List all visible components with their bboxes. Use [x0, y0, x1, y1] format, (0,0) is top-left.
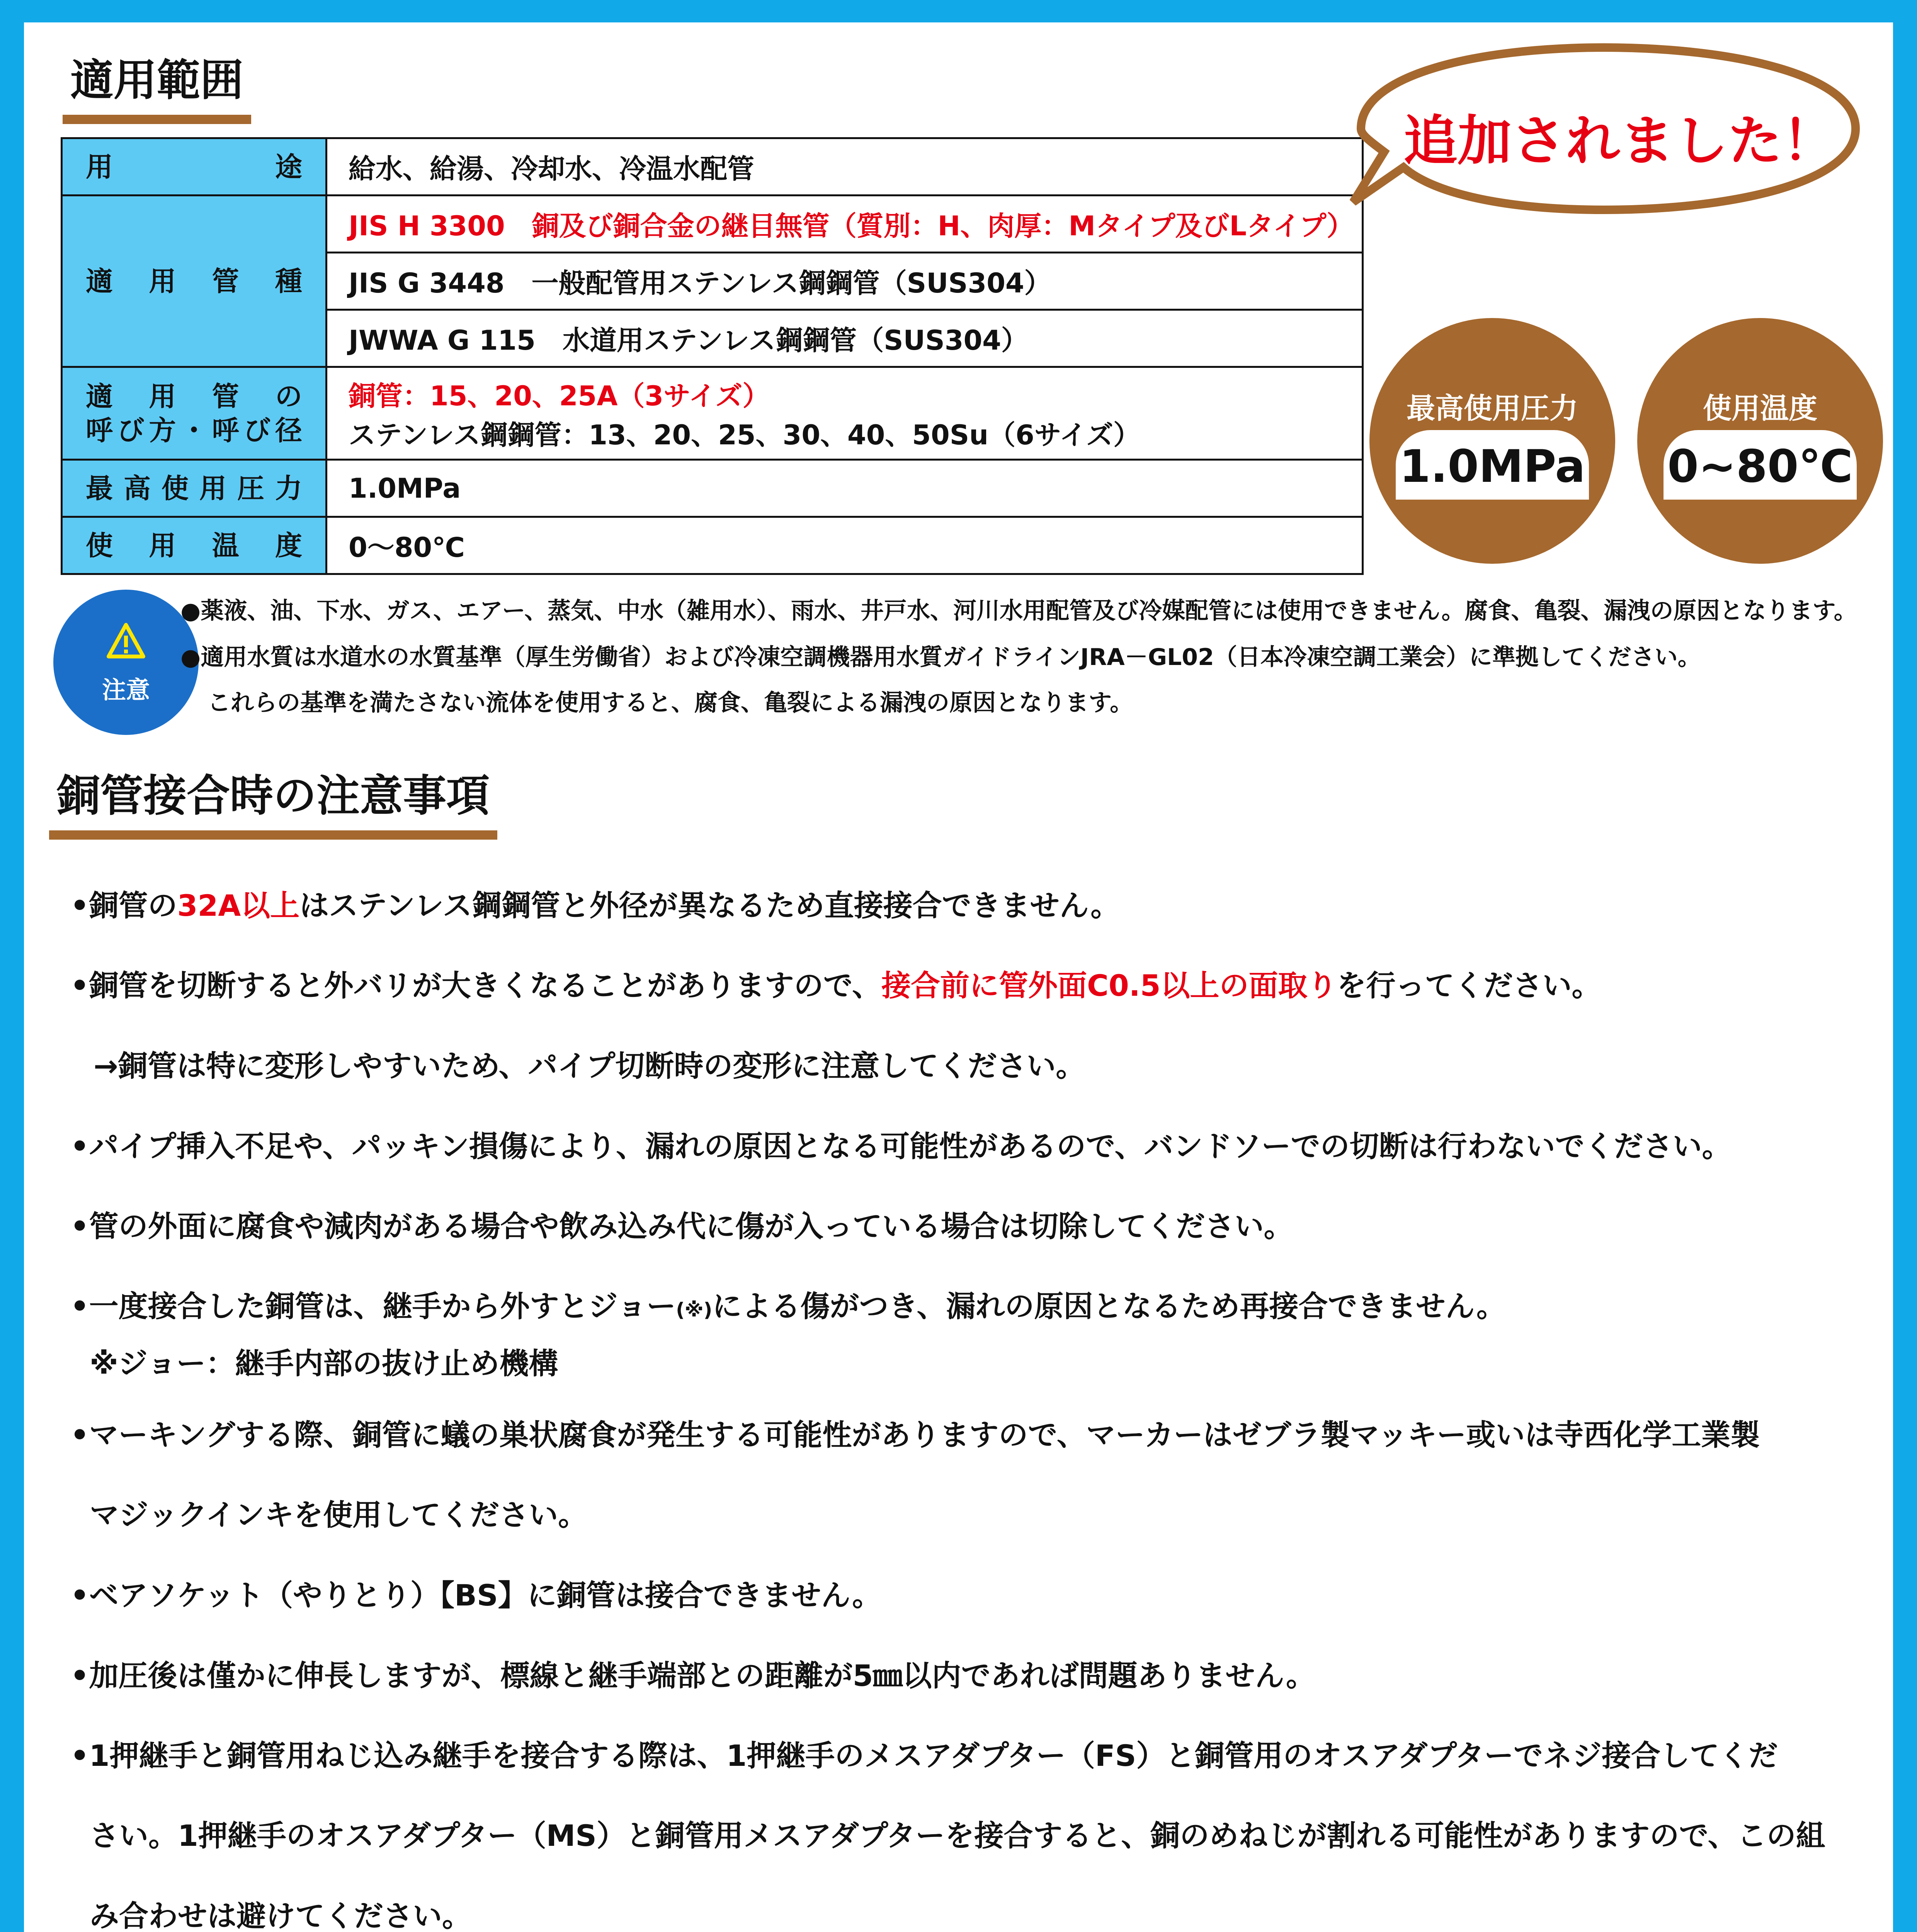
- spec-value-pipe-type-jwwa: JWWA G 115 水道用ステンレス鋼鋼管（SUS304）: [327, 310, 1363, 367]
- spec-value-pipe-type-copper: JIS H 3300 銅及び銅合金の継目無管（質別：H、肉厚：Mタイプ及びLタイプ）: [327, 196, 1363, 253]
- note-item-1: [70, 882, 1120, 924]
- note-item-1-b: 32A以上: [177, 888, 300, 923]
- spec-value-max-pressure: 1.0MPa: [327, 460, 1363, 517]
- spec-header-max-pressure: 最高使用圧力: [62, 460, 327, 517]
- content-panel: [24, 22, 1893, 1932]
- spec-header-nominal-size-line1: 適用管の: [86, 380, 302, 412]
- section-title-scope: 適用範囲: [63, 46, 251, 124]
- caution-line-2: ●適用水質は水道水の水質基準（厚生労働省）および冷凍空調機器用水質ガイドラインJRA－GL02（日本冷凍空調工業会）に準拠してください。: [180, 644, 1701, 671]
- spec-table: [61, 137, 1364, 575]
- badge-temperature: [1637, 318, 1883, 564]
- badge-max-pressure-value: 1.0MPa: [1396, 430, 1589, 500]
- badge-max-pressure-label: 最高使用圧力: [1407, 392, 1578, 425]
- note-item-6-footnote: ※ジョー：継手内部の抜け止め機構: [90, 1346, 558, 1381]
- note-item-3: →銅管は特に変形しやすいため、パイプ切断時の変形に注意してください。: [94, 1049, 1085, 1083]
- note-item-10-line2: さい。1押継手のオスアダプター（MS）と銅管用メスアダプターを接合すると、銅のめねじが割れる可能性がありますので、この組: [90, 1818, 1825, 1853]
- spec-value-pipe-type-sus: JIS G 3448 一般配管用ステンレス鋼鋼管（SUS304）: [327, 253, 1363, 310]
- spec-header-temperature: 使用温度: [62, 517, 327, 574]
- note-item-2-c: を行ってください。: [1337, 968, 1601, 1003]
- spec-value-temperature: 0～80℃: [327, 517, 1363, 574]
- note-item-2-b: 接合前に管外面C0.5以上の面取り: [881, 968, 1337, 1003]
- spec-header-usage: 用 途: [62, 138, 327, 196]
- spec-value-usage: 給水、給湯、冷却水、冷温水配管: [327, 138, 1363, 196]
- note-item-6-c: による傷がつき、漏れの原因となるため再接合できません。: [712, 1289, 1506, 1323]
- caution-line-3: これらの基準を満たさない流体を使用すると、腐食、亀裂による漏洩の原因となります。: [208, 689, 1133, 716]
- spec-header-nominal-size-line2: 呼び方・呼び径: [86, 414, 302, 446]
- note-item-8: •ベアソケット（やりとり）【BS】に銅管は接合できません。: [70, 1578, 882, 1612]
- note-item-4: •パイプ挿入不足や、パッキン損傷により、漏れの原因となる可能性があるので、バンドソーでの切断は行わないでください。: [70, 1129, 1732, 1163]
- note-item-2-a: •銅管を切断すると外バリが大きくなることがありますので、: [70, 968, 882, 1003]
- spec-value-size-copper: 銅管：15、20、25A（3サイズ）: [349, 380, 770, 412]
- note-item-9: •加圧後は僅かに伸長しますが、標線と継手端部との距離が5㎜以内であれば問題ありません。: [70, 1658, 1316, 1693]
- note-item-10-line3: み合わせは避けてください。: [90, 1899, 471, 1932]
- note-item-2: [70, 962, 1601, 1004]
- added-speech-bubble: [1345, 40, 1863, 218]
- note-item-1-c: はステンレス鋼鋼管と外径が異なるため直接接合できません。: [299, 888, 1120, 923]
- badge-temperature-value: 0~80℃: [1664, 430, 1857, 500]
- badge-temperature-label: 使用温度: [1703, 392, 1817, 425]
- spec-value-nominal-size: [327, 367, 1363, 460]
- note-item-7-line1: •マーキングする際、銅管に蟻の巣状腐食が発生する可能性がありますので、マーカーはゼブラ製マッキー或いは寺西化学工業製: [70, 1418, 1760, 1452]
- added-label: 追加されました！: [1403, 110, 1837, 173]
- note-item-1-a: •銅管の: [70, 888, 177, 923]
- note-item-7-line2: マジックインキを使用してください。: [90, 1498, 588, 1532]
- note-item-6: [70, 1283, 1506, 1325]
- warning-icon: [107, 622, 145, 659]
- note-item-5: •管の外面に腐食や減肉がある場合や飲み込み代に傷が入っている場合は切除してください。: [70, 1209, 1293, 1243]
- badge-max-pressure: [1369, 318, 1615, 564]
- note-item-6-b: (※): [676, 1299, 713, 1321]
- spec-header-nominal-size: [62, 367, 327, 460]
- spec-value-size-stainless: ステンレス鋼鋼管：13、20、25、30、40、50Su（6サイズ）: [349, 419, 1141, 451]
- note-item-6-a: •一度接合した銅管は、継手から外すとジョー: [70, 1289, 676, 1323]
- spec-header-pipe-types: 適用管種: [62, 196, 327, 367]
- note-item-10-line1: •1押継手と銅管用ねじ込み継手を接合する際は、1押継手のメスアダプター（FS）と銅管用のオスアダプターでネジ接合してくだ: [70, 1738, 1778, 1773]
- caution-badge: [53, 590, 199, 735]
- section-title-copper-notes: 銅管接合時の注意事項: [49, 761, 497, 840]
- caution-line-1: ●薬液、油、下水、ガス、エアー、蒸気、中水（雑用水）、雨水、井戸水、河川水用配管及び冷媒配管には使用できません。腐食、亀裂、漏洩の原因となります。: [180, 597, 1857, 624]
- caution-label: 注意: [102, 676, 150, 704]
